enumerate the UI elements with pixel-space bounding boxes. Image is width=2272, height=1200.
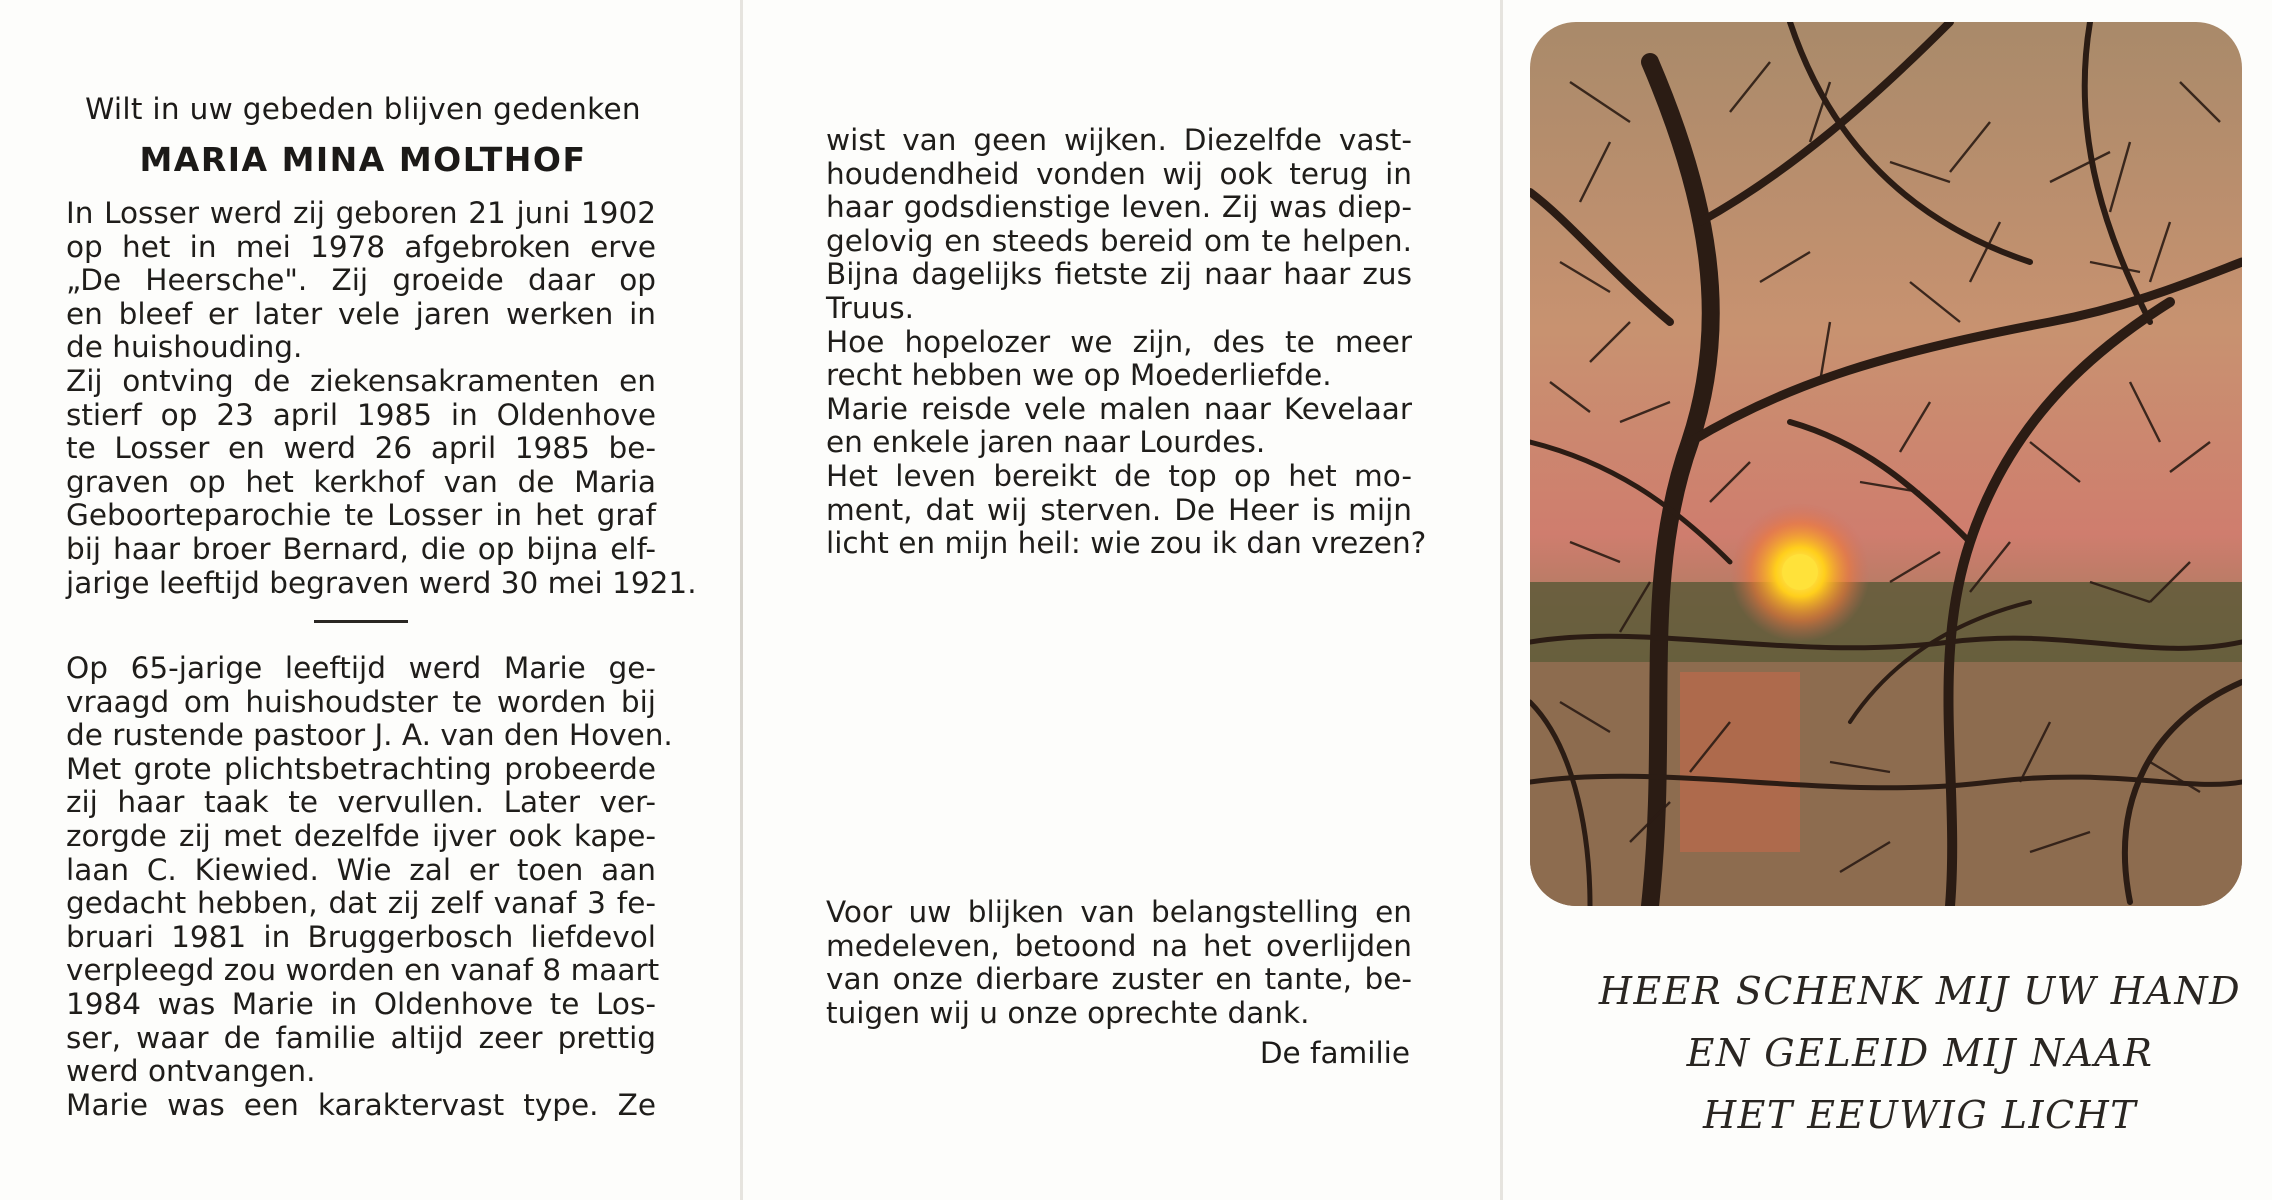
sunset-photo bbox=[1530, 22, 2242, 906]
text-line: verpleegd zou worden en vanaf 8 maart bbox=[66, 953, 660, 988]
text-line: Bijna dagelijks fietste zij naar haar zus bbox=[826, 257, 1412, 292]
verse-line: EN GELEID MIJ NAAR bbox=[1686, 1031, 2154, 1075]
biography-paragraph-2 bbox=[66, 651, 673, 1122]
text-line: In Losser werd zij geboren 21 juni 1902 bbox=[66, 196, 656, 230]
text-line: Truus. bbox=[826, 290, 914, 325]
text-line: „De Heersche". Zij groeide daar op bbox=[66, 263, 656, 298]
text-line: zij haar taak te vervullen. Later ver- bbox=[66, 785, 656, 820]
left-panel bbox=[0, 0, 740, 1200]
text-line: Op 65-jarige leeftijd werd Marie ge- bbox=[66, 651, 656, 685]
text-line: houdendheid vonden wij ook terug in bbox=[826, 156, 1412, 191]
text-line: Geboorteparochie te Losser in het graf bbox=[66, 498, 656, 533]
text-line: Marie was een karaktervast type. Ze bbox=[66, 1087, 656, 1122]
verse-line: HET EEUWIG LICHT bbox=[1702, 1093, 2138, 1137]
verse-line: HEER SCHENK MIJ UW HAND bbox=[1598, 969, 2242, 1013]
text-line: Met grote plichtsbetrachting probeerde bbox=[66, 751, 656, 786]
text-line: tuigen wij u onze oprechte dank. bbox=[826, 995, 1310, 1030]
text-line: vraagd om huishoudster te worden bij bbox=[66, 684, 656, 719]
text-line: recht hebben we op Moederliefde. bbox=[826, 358, 1332, 393]
text-line: Het leven bereikt de top op het mo- bbox=[826, 458, 1412, 493]
biography-paragraph-1 bbox=[66, 196, 697, 600]
signature: De familie bbox=[1259, 1036, 1410, 1070]
middle-panel bbox=[740, 0, 1500, 1200]
text-line: laan C. Kiewied. Wie zal er toen aan bbox=[66, 852, 656, 887]
text-line: zorgde zij met dezelfde ijver ook kape- bbox=[66, 818, 656, 853]
text-line: Hoe hopelozer we zijn, des te meer bbox=[826, 324, 1412, 359]
text-line: bij haar broer Bernard, die op bijna elf- bbox=[66, 531, 656, 566]
text-line: bruari 1981 in Bruggerbosch liefdevol bbox=[66, 919, 656, 954]
text-line: Zij ontving de ziekensakramenten en bbox=[66, 363, 656, 398]
biography-paragraph-3 bbox=[826, 123, 1427, 561]
text-line: medeleven, betoond na het overlijden bbox=[826, 928, 1412, 963]
text-line: en bleef er later vele jaren werken in bbox=[66, 296, 656, 331]
text-line: Voor uw blijken van belangstelling en bbox=[826, 895, 1412, 929]
text-line: jarige leeftijd begraven werd 30 mei 1921. bbox=[66, 565, 697, 600]
verse bbox=[1560, 960, 2272, 1146]
text-line: ment, dat wij sterven. De Heer is mijn bbox=[826, 492, 1412, 527]
text-line: de huishouding. bbox=[66, 330, 303, 365]
text-line: op het in mei 1978 afgebroken erve bbox=[66, 229, 656, 264]
text-line: Marie reisde vele malen naar Kevelaar bbox=[826, 391, 1412, 426]
text-line: en enkele jaren naar Lourdes. bbox=[826, 425, 1266, 460]
text-line: te Losser en werd 26 april 1985 be- bbox=[66, 431, 656, 466]
text-line: gedacht hebben, dat zij zelf vanaf 3 fe- bbox=[66, 886, 656, 921]
deceased-name: MARIA MINA MOLTHOF bbox=[139, 140, 587, 179]
text-line: 1984 was Marie in Oldenhove te Los- bbox=[66, 986, 656, 1021]
text-line: haar godsdienstige leven. Zij was diep- bbox=[826, 190, 1412, 225]
sunset-branches-image bbox=[1530, 22, 2242, 906]
section-divider bbox=[314, 620, 408, 623]
text-line: ser, waar de familie altijd zeer prettig bbox=[66, 1020, 656, 1055]
text-line: wist van geen wijken. Diezelfde vast- bbox=[826, 123, 1412, 157]
text-line: de rustende pastoor J. A. van den Hoven. bbox=[66, 718, 673, 753]
text-line: licht en mijn heil: wie zou ik dan vrezen? bbox=[826, 526, 1427, 561]
thanks-paragraph bbox=[826, 896, 1412, 1030]
intro-line: Wilt in uw gebeden blijven gedenken bbox=[85, 92, 641, 126]
text-line: stierf op 23 april 1985 in Oldenhove bbox=[66, 397, 656, 432]
text-line: graven op het kerkhof van de Maria bbox=[66, 464, 656, 499]
text-line: van onze dierbare zuster en tante, be- bbox=[826, 962, 1412, 997]
text-line: werd ontvangen. bbox=[66, 1054, 316, 1089]
text-line: gelovig en steeds bereid om te helpen. bbox=[826, 223, 1412, 258]
